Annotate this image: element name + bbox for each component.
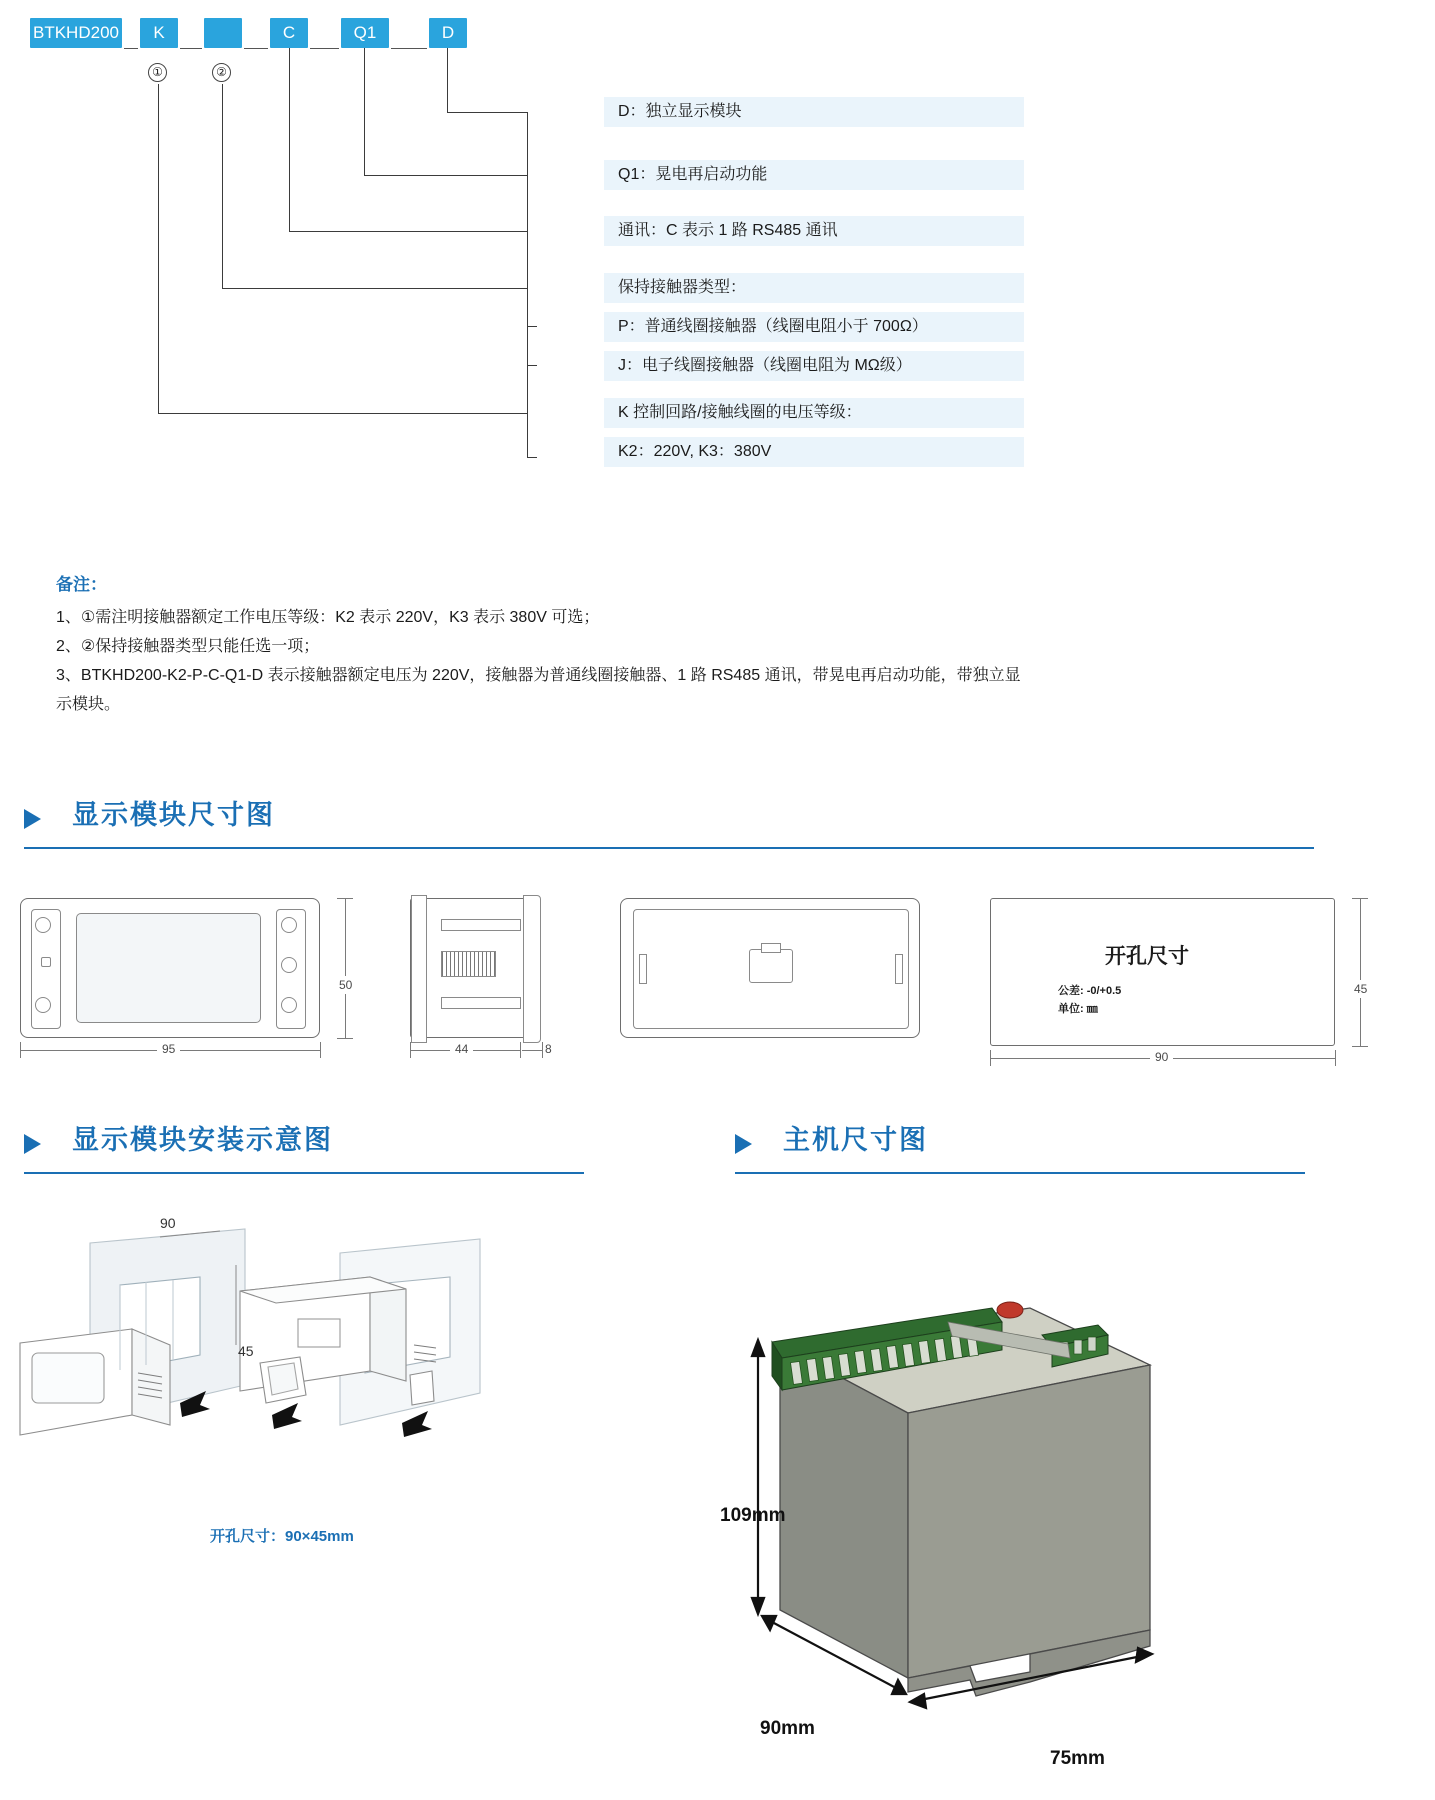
rj45-latch-icon bbox=[761, 943, 781, 953]
leader-c-horiz bbox=[289, 231, 527, 232]
code-chip-series: BTKHD200 bbox=[30, 18, 122, 48]
dim-tick bbox=[337, 898, 353, 899]
dim-tick bbox=[1352, 898, 1368, 899]
side-width-value: 44 bbox=[450, 1042, 473, 1056]
chip-connector bbox=[391, 48, 427, 49]
install-illustration bbox=[10, 1215, 610, 1565]
rear-clip bbox=[895, 954, 903, 984]
chip-connector bbox=[310, 48, 339, 49]
cutout-unit: 单位: ㎜ bbox=[1058, 1003, 1098, 1015]
dim-tick bbox=[1352, 1046, 1368, 1047]
leader-spine-tick bbox=[527, 326, 537, 327]
front-screen bbox=[76, 913, 261, 1023]
code-chip-q1: Q1 bbox=[341, 18, 389, 48]
leader-spine bbox=[527, 112, 528, 457]
front-screw-hole bbox=[35, 917, 51, 933]
section-host-dimensions bbox=[735, 1120, 1305, 1174]
dim-tick bbox=[410, 1042, 411, 1058]
front-width-value: 95 bbox=[157, 1042, 180, 1056]
cutout-width-value: 90 bbox=[1150, 1050, 1173, 1064]
dim-tick bbox=[542, 1042, 543, 1058]
host-width-value: 90mm bbox=[760, 1718, 815, 1739]
triangle-bullet-icon bbox=[24, 809, 41, 829]
note-line-2: 2、②保持接触器类型只能任选一项； bbox=[56, 638, 320, 655]
cutout-view bbox=[990, 898, 1335, 1046]
install-dim-height: 45 bbox=[238, 1343, 254, 1359]
desc-k-values: K2：220V, K3：380V bbox=[604, 437, 1024, 467]
section-title-host-dims: 主机尺寸图 bbox=[783, 1125, 928, 1155]
leader-spine-tick bbox=[527, 365, 537, 366]
leader-k-vert bbox=[158, 84, 159, 413]
chip-connector bbox=[124, 48, 138, 49]
note-line-4: 示模块。 bbox=[56, 696, 121, 713]
triangle-bullet-icon bbox=[24, 1134, 41, 1154]
section-title-display-dims: 显示模块尺寸图 bbox=[72, 800, 275, 830]
leader-k-horiz bbox=[158, 413, 527, 414]
leader-d-vert bbox=[447, 48, 448, 112]
section-title-install: 显示模块安装示意图 bbox=[72, 1125, 333, 1155]
code-chip-c: C bbox=[270, 18, 308, 48]
triangle-bullet-icon bbox=[735, 1134, 752, 1154]
side-flange bbox=[411, 895, 427, 1043]
notes-block bbox=[56, 570, 1386, 719]
leader-q1-vert bbox=[364, 48, 365, 175]
side-slot bbox=[441, 919, 521, 931]
dim-tick bbox=[520, 1042, 521, 1058]
side-bezel bbox=[523, 895, 541, 1043]
front-screw-hole bbox=[281, 997, 297, 1013]
code-chip-k: K bbox=[140, 18, 178, 48]
display-rear-view bbox=[620, 898, 920, 1038]
leader-type-horiz bbox=[222, 288, 527, 289]
install-cutout-label: 开孔尺寸：90×45mm bbox=[210, 1528, 354, 1545]
display-front-view bbox=[20, 898, 320, 1038]
chip-connector bbox=[180, 48, 202, 49]
host-depth-value: 75mm bbox=[1050, 1748, 1105, 1769]
chip-connector bbox=[244, 48, 268, 49]
front-indicator bbox=[41, 957, 51, 967]
desc-type-j: J：电子线圈接触器（线圈电阻为 MΩ级） bbox=[604, 351, 1024, 381]
desc-q1: Q1：晃电再启动功能 bbox=[604, 160, 1024, 190]
front-height-value: 50 bbox=[339, 978, 353, 992]
section-rule bbox=[735, 1172, 1305, 1174]
model-code-diagram bbox=[0, 0, 1435, 500]
front-button bbox=[281, 957, 297, 973]
marker-1: ① bbox=[148, 63, 167, 82]
leader-q1-horiz bbox=[364, 175, 527, 176]
side-flange-value: 8 bbox=[545, 1042, 552, 1056]
leader-c-vert bbox=[289, 48, 290, 231]
dim-tick bbox=[337, 1038, 353, 1039]
section-display-dimensions bbox=[24, 795, 1314, 849]
host-svg bbox=[730, 1230, 1430, 1775]
display-side-view bbox=[410, 898, 540, 1038]
desc-type-p: P：普通线圈接触器（线圈电阻小于 700Ω） bbox=[604, 312, 1024, 342]
side-connector bbox=[441, 951, 496, 977]
leader-d-horiz bbox=[447, 112, 527, 113]
cutout-tolerance: 公差: -0/+0.5 bbox=[1058, 985, 1122, 997]
desc-d: D：独立显示模块 bbox=[604, 97, 1024, 127]
side-flange-dimline bbox=[522, 1050, 542, 1051]
cutout-height-dimline bbox=[1360, 898, 1361, 1046]
display-dimension-drawings bbox=[0, 890, 1435, 1090]
code-chip-contactor-type bbox=[204, 18, 242, 48]
rear-clip bbox=[639, 954, 647, 984]
dim-tick bbox=[320, 1042, 321, 1058]
front-height-dimline bbox=[345, 898, 346, 1038]
dim-tick bbox=[990, 1050, 991, 1066]
section-install-diagram bbox=[24, 1120, 584, 1174]
install-svg bbox=[10, 1225, 610, 1525]
front-screw-hole bbox=[35, 997, 51, 1013]
cutout-title: 开孔尺寸 bbox=[1105, 945, 1189, 968]
desc-k: K 控制回路/接触线圈的电压等级： bbox=[604, 398, 1024, 428]
side-slot bbox=[441, 997, 521, 1009]
section-rule bbox=[24, 1172, 584, 1174]
note-line-1: 1、①需注明接触器额定工作电压等级：K2 表示 220V，K3 表示 380V 可选； bbox=[56, 609, 600, 626]
dim-tick bbox=[1335, 1050, 1336, 1066]
front-screw-hole bbox=[281, 917, 297, 933]
notes-title: 备注： bbox=[56, 575, 107, 594]
marker-2: ② bbox=[212, 63, 231, 82]
host-height-value: 109mm bbox=[720, 1505, 786, 1526]
desc-c: 通讯：C 表示 1 路 RS485 通讯 bbox=[604, 216, 1024, 246]
dim-tick bbox=[20, 1042, 21, 1058]
note-line-3: 3、BTKHD200-K2-P-C-Q1-D 表示接触器额定电压为 220V，接触器为普通线圈接触器、1 路 RS485 通讯，带晃电再启动功能，带独立显 bbox=[56, 667, 1021, 684]
rj45-port-icon bbox=[749, 949, 793, 983]
install-dim-width: 90 bbox=[160, 1215, 176, 1231]
host-illustration bbox=[720, 1230, 1430, 1790]
section-rule bbox=[24, 847, 1314, 849]
code-chip-d: D bbox=[429, 18, 467, 48]
cutout-height-value: 45 bbox=[1354, 982, 1368, 996]
leader-spine-foot bbox=[527, 457, 537, 458]
leader-type-vert bbox=[222, 84, 223, 288]
desc-contactor-type: 保持接触器类型： bbox=[604, 273, 1024, 303]
